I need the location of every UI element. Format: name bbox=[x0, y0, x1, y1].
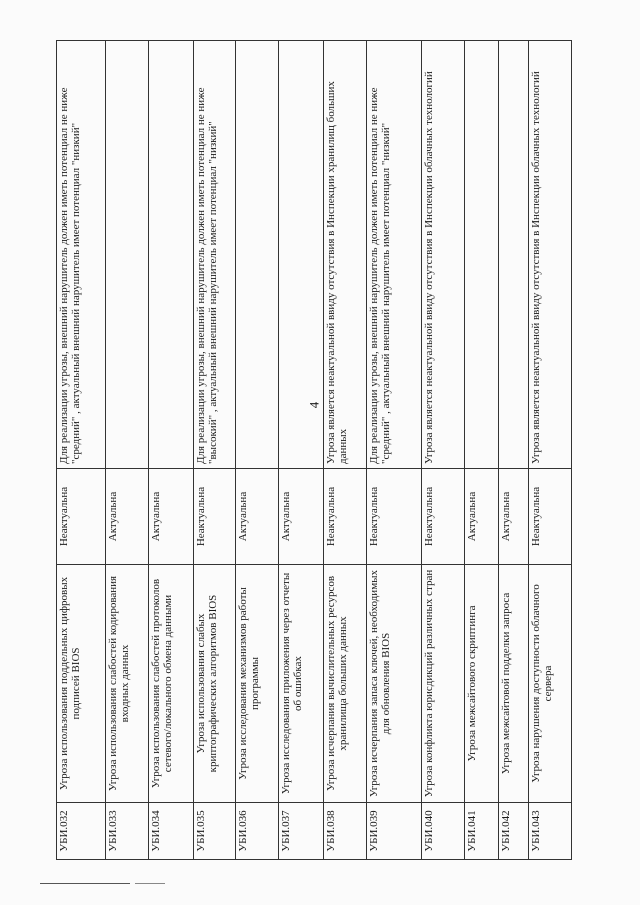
note-cell bbox=[236, 41, 279, 469]
status-cell: Неактуальна bbox=[324, 469, 367, 565]
row-id: УБИ.040 bbox=[422, 803, 465, 860]
table-row bbox=[422, 41, 465, 860]
row-id: УБИ.033 bbox=[106, 803, 149, 860]
threat-name: Угроза нарушения доступности облачного сервера bbox=[529, 565, 572, 803]
status-cell: Неактуальна bbox=[366, 469, 422, 565]
threat-name: Угроза использования поддельных цифровых подписей BIOS bbox=[57, 565, 106, 803]
note-cell: Для реализации угрозы, внешний нарушитель должен иметь потенциал не ниже "средний" , актуальный внешний нарушитель имеет потенциал "низкий" bbox=[57, 41, 106, 469]
table-row bbox=[499, 41, 529, 860]
footnote-divider bbox=[40, 883, 130, 884]
row-id: УБИ.042 bbox=[499, 803, 529, 860]
note-cell: Для реализации угрозы, внешний нарушитель должен иметь потенциал не ниже "высокий" , актуальный внешний нарушитель имеет потенциал "низкий" bbox=[193, 41, 236, 469]
note-cell bbox=[148, 41, 193, 469]
status-cell: Неактуальна bbox=[422, 469, 465, 565]
threat-name: Угроза межсайтового скриптинга bbox=[465, 565, 499, 803]
table-row bbox=[529, 41, 572, 860]
table-row bbox=[366, 41, 422, 860]
row-id: УБИ.034 bbox=[148, 803, 193, 860]
note-cell bbox=[279, 41, 324, 469]
status-cell: Актуальна bbox=[279, 469, 324, 565]
threat-name: Угроза использования слабых криптографических алгоритмов BIOS bbox=[193, 565, 236, 803]
threat-table-container bbox=[56, 40, 572, 860]
page-number: 4 bbox=[306, 401, 322, 409]
table-row bbox=[106, 41, 149, 860]
row-id: УБИ.043 bbox=[529, 803, 572, 860]
threat-table-rotated bbox=[56, 40, 572, 860]
status-cell: Актуальна bbox=[148, 469, 193, 565]
footnote-divider-short bbox=[135, 883, 165, 884]
table-row bbox=[324, 41, 367, 860]
threat-name: Угроза исчерпания запаса ключей, необходимых для обновления BIOS bbox=[366, 565, 422, 803]
threat-table bbox=[56, 40, 572, 860]
table-row bbox=[236, 41, 279, 860]
note-cell bbox=[106, 41, 149, 469]
status-cell: Неактуальна bbox=[57, 469, 106, 565]
row-id: УБИ.041 bbox=[465, 803, 499, 860]
note-cell: Угроза является неактуальной ввиду отсутствия в Инспекции облачных технологий bbox=[529, 41, 572, 469]
note-cell bbox=[465, 41, 499, 469]
row-id: УБИ.037 bbox=[279, 803, 324, 860]
threat-name: Угроза исследования механизмов работы программы bbox=[236, 565, 279, 803]
note-cell: Для реализации угрозы, внешний нарушитель должен иметь потенциал не ниже "средний" , актуальный внешний нарушитель имеет потенциал "низкий" bbox=[366, 41, 422, 469]
table-row bbox=[148, 41, 193, 860]
row-id: УБИ.038 bbox=[324, 803, 367, 860]
threat-name: Угроза использования слабостей кодирования входных данных bbox=[106, 565, 149, 803]
status-cell: Актуальна bbox=[465, 469, 499, 565]
threat-name: Угроза исчерпания вычислительных ресурсов хранилища больших данных bbox=[324, 565, 367, 803]
note-cell: Угроза является неактуальной ввиду отсутствия в Инспекции хранилищ больших данных bbox=[324, 41, 367, 469]
table-row bbox=[279, 41, 324, 860]
row-id: УБИ.035 bbox=[193, 803, 236, 860]
table-row bbox=[465, 41, 499, 860]
threat-name: Угроза межсайтовой подделки запроса bbox=[499, 565, 529, 803]
status-cell: Актуальна bbox=[236, 469, 279, 565]
note-cell bbox=[499, 41, 529, 469]
status-cell: Актуальна bbox=[106, 469, 149, 565]
row-id: УБИ.036 bbox=[236, 803, 279, 860]
threat-name: Угроза конфликта юрисдикций различных стран bbox=[422, 565, 465, 803]
row-id: УБИ.039 bbox=[366, 803, 422, 860]
status-cell: Неактуальна bbox=[193, 469, 236, 565]
threat-name: Угроза исследования приложения через отчеты об ошибках bbox=[279, 565, 324, 803]
table-row bbox=[57, 41, 106, 860]
status-cell: Неактуальна bbox=[529, 469, 572, 565]
note-cell: Угроза является неактуальной ввиду отсутствия в Инспекции облачных технологий bbox=[422, 41, 465, 469]
threat-name: Угроза использования слабостей протоколов сетевого/локального обмена данными bbox=[148, 565, 193, 803]
row-id: УБИ.032 bbox=[57, 803, 106, 860]
status-cell: Актуальна bbox=[499, 469, 529, 565]
table-row bbox=[193, 41, 236, 860]
threat-table-body bbox=[57, 41, 572, 860]
